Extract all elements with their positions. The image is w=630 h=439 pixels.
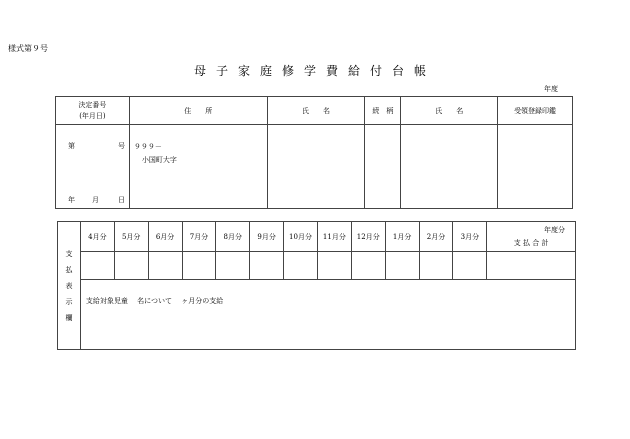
month-header: 8月分	[216, 222, 250, 252]
address-text: 小国町大字	[141, 156, 177, 164]
side-char: 支	[65, 249, 73, 258]
month-header: 12月分	[351, 222, 385, 252]
page-title: 母子家庭修学費給付台帳	[193, 64, 436, 78]
month-amount	[148, 252, 182, 280]
month-amount	[216, 252, 250, 280]
month-header: 7月分	[182, 222, 216, 252]
address-cell	[129, 125, 267, 209]
header-decision-date: (年月日)	[79, 111, 106, 120]
relation-cell	[365, 125, 401, 209]
month-header: 5月分	[114, 222, 148, 252]
month-amount	[419, 252, 453, 280]
month-amount	[453, 252, 487, 280]
name-cell-2	[401, 125, 498, 209]
postal-code: ９９９－	[133, 143, 162, 151]
seal-cell	[498, 125, 573, 209]
name-cell-1	[267, 125, 365, 209]
month-amount	[250, 252, 284, 280]
payment-table	[57, 221, 576, 350]
side-char: 欄	[65, 313, 73, 322]
month-amount	[80, 252, 114, 280]
month-amount	[385, 252, 419, 280]
month-header: 4月分	[80, 222, 114, 252]
month-header: 10月分	[284, 222, 318, 252]
header-seal: 受領登録印鑑	[498, 97, 573, 125]
total-header-line1: 年度分	[544, 225, 565, 234]
header-decision	[56, 97, 130, 125]
header-address: 住 所	[129, 97, 267, 125]
side-char: 示	[65, 297, 73, 306]
month-amount	[182, 252, 216, 280]
side-char: 払	[65, 265, 73, 274]
header-name-1: 氏 名	[267, 97, 365, 125]
month-header: 3月分	[453, 222, 487, 252]
decision-no-suffix: 号	[118, 142, 125, 150]
month-amount	[114, 252, 148, 280]
month-header: 1月分	[385, 222, 419, 252]
decision-cell	[56, 125, 130, 209]
header-relation: 続 柄	[365, 97, 401, 125]
side-char: 表	[65, 281, 73, 290]
total-header	[487, 222, 576, 252]
decision-no-prefix: 第	[68, 142, 75, 150]
month-amount	[284, 252, 318, 280]
date-day: 日	[118, 196, 125, 204]
payment-side-label	[58, 222, 81, 350]
date-month: 月	[92, 196, 99, 204]
total-amount	[487, 252, 576, 280]
payment-note: 支給対象児童 名について ヶ月分の支給	[80, 280, 575, 350]
month-header: 2月分	[419, 222, 453, 252]
month-header: 11月分	[317, 222, 351, 252]
month-amount	[351, 252, 385, 280]
register-table	[55, 96, 573, 209]
month-header: 9月分	[250, 222, 284, 252]
form-number: 様式第９号	[8, 44, 48, 53]
date-year: 年	[68, 196, 75, 204]
header-name-2: 氏 名	[401, 97, 498, 125]
month-header: 6月分	[148, 222, 182, 252]
fiscal-year-label: 年度	[544, 85, 558, 93]
header-decision-no: 決定番号	[78, 100, 107, 109]
total-header-line2: 支 払 合 計	[513, 238, 549, 247]
month-amount	[317, 252, 351, 280]
